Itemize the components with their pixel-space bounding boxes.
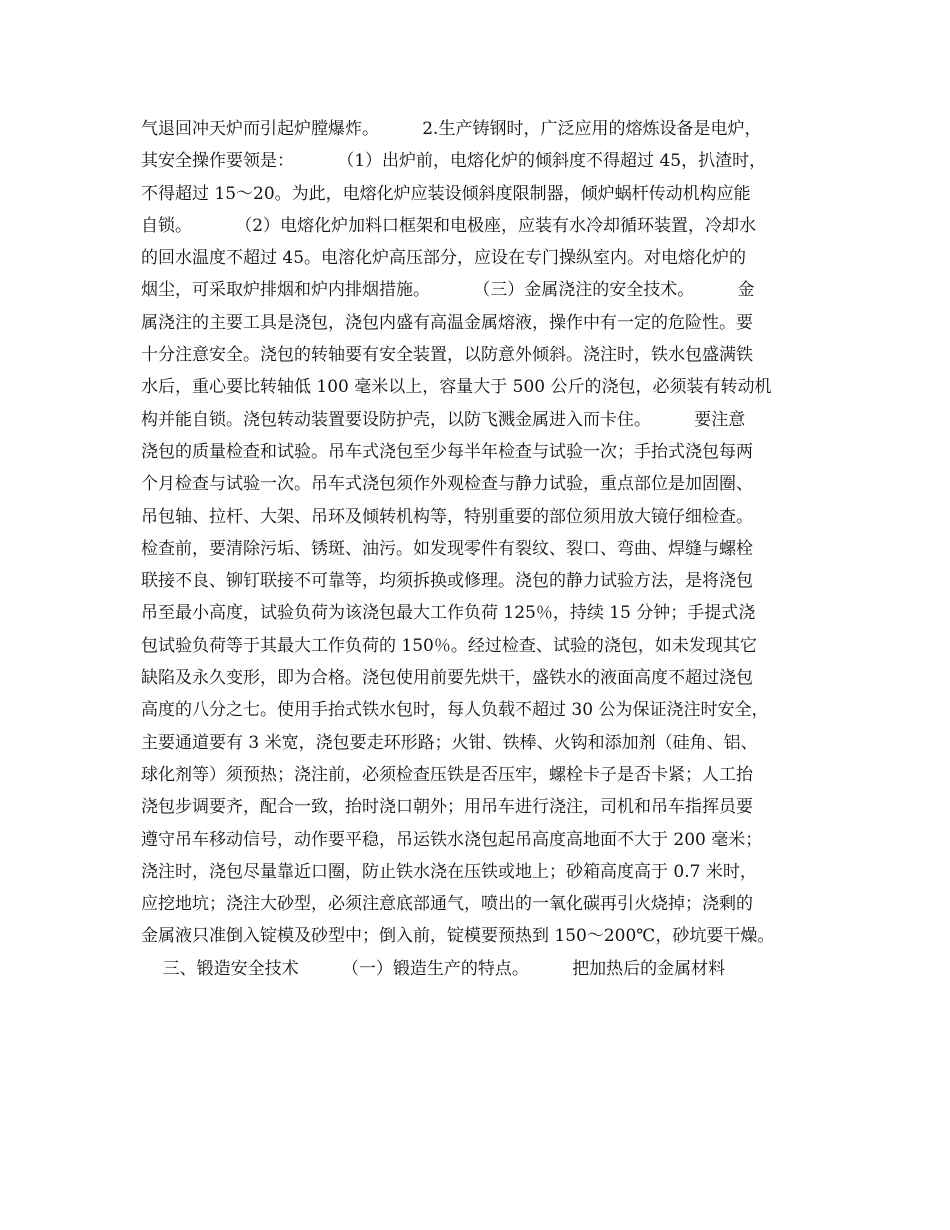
- text-line: 联接不良、铆钉联接不可靠等，均须拆换或修理。浇包的静力试验方法，是将浇包: [141, 571, 753, 592]
- text-line: 浇注时，浇包尽量靠近口圈，防止铁水浇在压铁或地上；砂箱高度高于 0.7 米时，: [141, 861, 757, 882]
- text-line: 包试验负荷等于其最大工作负荷的 150％。经过检查、试验的浇包，如未发现其它: [141, 635, 757, 656]
- text-line: 高度的八分之七。使用手抬式铁水包时，每人负载不超过 30 公为保证浇注时安全，: [141, 700, 769, 721]
- text-line: 缺陷及永久变形，即为合格。浇包使用前要先烘干，盛铁水的液面高度不超过浇包: [141, 668, 753, 689]
- text-line: 浇包的质量检查和试验。吊车式浇包至少每半年检查与试验一次；手抬式浇包每两: [141, 441, 753, 462]
- text-line: 不得超过 15～20。为此，电熔化炉应装设倾斜度限制器，倾炉蜗杆传动机构应能: [141, 183, 751, 204]
- text-line: 浇包步调要齐，配合一致，抬时浇口朝外；用吊车进行浇注，司机和吊车指挥员要: [141, 797, 753, 818]
- text-line: 烟尘，可采取炉排烟和炉内排烟措施。 （三）金属浇注的安全技术。 金: [141, 280, 755, 301]
- section-heading-line: 三、锻造安全技术 （一）锻造生产的特点。 把加热后的金属材料: [141, 958, 726, 979]
- text-line: 金属液只准倒入锭模及砂型中；倒入前，锭模要预热到 150～200℃，砂坑要干燥。: [141, 926, 775, 947]
- text-line: 的回水温度不超过 45。电溶化炉高压部分，应设在专门操纵室内。对电熔化炉的: [141, 248, 747, 269]
- text-line: 应挖地坑；浇注大砂型，必须注意底部通气，喷出的一氧化碳再引火烧掉；浇剩的: [141, 894, 753, 915]
- text-line: 气退回冲天炉而引起炉膛爆炸。 2.生产铸钢时，广泛应用的熔炼设备是电炉，: [141, 119, 762, 139]
- body-text: [141, 113, 831, 985]
- text-line: 球化剂等）须预热；浇注前，必须检查压铁是否压牢，螺栓卡子是否卡紧；人工抬: [141, 764, 753, 785]
- text-line: 十分注意安全。浇包的转轴要有安全装置，以防意外倾斜。浇注时，铁水包盛满铁: [141, 345, 753, 366]
- text-line: 吊至最小高度，试验负荷为该浇包最大工作负荷 125％，持续 15 分钟；手提式浇: [141, 603, 756, 624]
- text-line: 构并能自锁。浇包转动装置要设防护壳，以防飞溅金属进入而卡住。 要注意: [141, 409, 746, 430]
- text-line: 个月检查与试验一次。吊车式浇包须作外观检查与静力试验，重点部位是加固圈、: [141, 474, 753, 495]
- text-line: 其安全操作要领是： （1）出炉前，电熔化炉的倾斜度不得超过 45，扒渣时，: [141, 151, 767, 172]
- text-line: 遵守吊车移动信号，动作要平稳，吊运铁水浇包起吊高度高地面不大于 200 毫米；: [141, 829, 763, 850]
- text-line: 检查前，要清除污垢、锈斑、油污。如发现零件有裂纹、裂口、弯曲、焊缝与螺栓: [141, 538, 753, 559]
- text-line: 吊包轴、拉杆、大架、吊环及倾转机构等，特别重要的部位须用放大镜仔细检查。: [141, 506, 753, 527]
- text-line: 属浇注的主要工具是浇包，浇包内盛有高温金属熔液，操作中有一定的危险性。要: [141, 312, 753, 333]
- text-line: 主要通道要有 3 米宽，浇包要走环形路；火钳、铁棒、火钩和添加剂（硅角、铝、: [141, 732, 758, 753]
- text-line: 水后，重心要比转轴低 100 毫米以上，容量大于 500 公斤的浇包，必须装有转动机: [141, 377, 772, 398]
- text-line: 自锁。 （2）电熔化炉加料口框架和电极座，应装有水冷却循环装置，冷却水: [141, 215, 757, 236]
